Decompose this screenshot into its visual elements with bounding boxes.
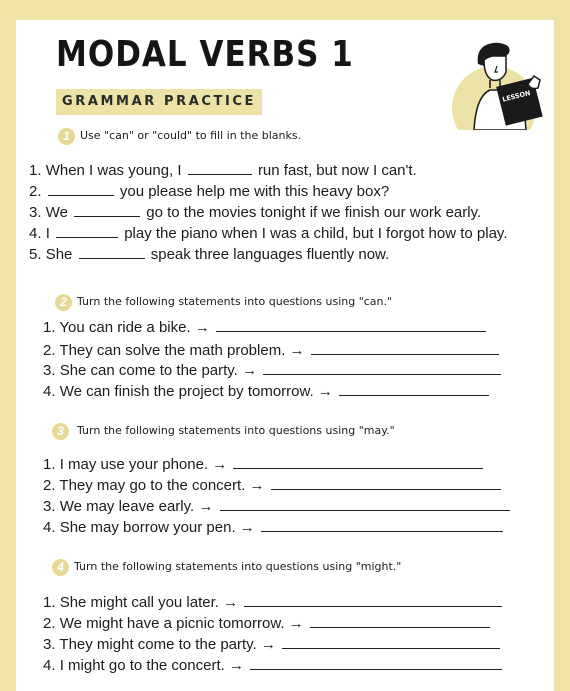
item-text-after: run fast, but now I can't. <box>257 162 417 179</box>
page-subtitle: GRAMMAR PRACTICE <box>61 94 257 109</box>
question-item <box>43 319 488 336</box>
item-number: 1. <box>43 594 56 611</box>
answer-blank[interactable] <box>188 173 252 175</box>
item-text: We might have a picnic tomorrow. → <box>59 615 304 632</box>
item-number: 2. <box>43 615 56 632</box>
answer-blank[interactable] <box>244 605 502 607</box>
question-item <box>43 456 485 473</box>
item-text: They can solve the math problem. → <box>59 342 305 359</box>
item-number: 2. <box>43 477 56 494</box>
item-number: 3. <box>43 636 56 653</box>
question-item <box>29 225 508 242</box>
answer-blank[interactable] <box>310 626 490 628</box>
item-number: 5. <box>29 246 42 263</box>
answer-blank[interactable] <box>250 668 502 670</box>
student-reading-illustration <box>446 30 546 130</box>
item-number: 1. <box>43 319 56 336</box>
item-number: 3. <box>43 362 56 379</box>
instruction-text: Use "can" or "could" to fill in the blanks. <box>80 129 302 142</box>
item-text: I may use your phone. → <box>59 456 228 473</box>
question-item <box>43 594 504 611</box>
item-number: 2. <box>43 342 56 359</box>
question-item <box>43 615 492 632</box>
item-text: You can ride a bike. → <box>59 319 210 336</box>
page-title: MODAL VERBS 1 <box>56 34 354 76</box>
item-text: They might come to the party. → <box>59 636 276 653</box>
answer-blank[interactable] <box>220 509 510 511</box>
answer-blank[interactable] <box>233 467 483 469</box>
item-number: 4. <box>43 383 56 400</box>
item-number: 4. <box>43 519 56 536</box>
item-text: We can finish the project by tomorrow. → <box>59 383 333 400</box>
item-text-before: When I was young, I <box>45 162 182 179</box>
book-label: LESSON <box>501 88 532 104</box>
question-item <box>43 477 503 494</box>
question-item <box>29 162 417 179</box>
question-item <box>43 657 504 674</box>
question-item <box>29 204 481 221</box>
item-number: 4. <box>29 225 42 242</box>
item-text: I might go to the concert. → <box>59 657 244 674</box>
item-text: We may leave early. → <box>59 498 214 515</box>
question-item <box>43 362 503 379</box>
answer-blank[interactable] <box>271 488 501 490</box>
section-number-badge: 3 <box>52 423 69 440</box>
item-number: 1. <box>43 456 56 473</box>
item-text-after: play the piano when I was a child, but I forgot how to play. <box>124 225 508 242</box>
answer-blank[interactable] <box>48 194 114 196</box>
answer-blank[interactable] <box>311 353 499 355</box>
question-item <box>29 183 389 200</box>
section-number-badge: 1 <box>58 128 75 145</box>
item-number: 3. <box>43 498 56 515</box>
item-text: She may borrow your pen. → <box>59 519 255 536</box>
item-number: 3. <box>29 204 42 221</box>
instruction-text: Turn the following statements into questions using "may." <box>77 424 395 437</box>
answer-blank[interactable] <box>74 215 140 217</box>
item-text-after: speak three languages fluently now. <box>150 246 390 263</box>
item-number: 2. <box>29 183 42 200</box>
answer-blank[interactable] <box>263 373 501 375</box>
item-text-before: I <box>45 225 50 242</box>
answer-blank[interactable] <box>282 647 500 649</box>
question-item <box>43 519 505 536</box>
answer-blank[interactable] <box>216 330 486 332</box>
question-item <box>43 342 501 359</box>
answer-blank[interactable] <box>56 236 118 238</box>
item-text-before: She <box>45 246 73 263</box>
question-item <box>43 383 491 400</box>
item-text-before: We <box>45 204 68 221</box>
question-item <box>29 246 389 263</box>
answer-blank[interactable] <box>339 394 489 396</box>
question-item <box>43 498 512 515</box>
worksheet-page <box>16 20 554 691</box>
answer-blank[interactable] <box>261 530 503 532</box>
subtitle-banner <box>56 89 262 115</box>
item-text-after: go to the movies tonight if we finish our work early. <box>146 204 482 221</box>
item-text: They may go to the concert. → <box>59 477 265 494</box>
section-number-badge: 2 <box>55 294 72 311</box>
instruction-text: Turn the following statements into questions using "can." <box>77 295 393 308</box>
section-number-badge: 4 <box>52 559 69 576</box>
instruction-text: Turn the following statements into questions using "might." <box>74 560 402 573</box>
item-text: She can come to the party. → <box>59 362 258 379</box>
item-text-after: you please help me with this heavy box? <box>119 183 390 200</box>
item-text: She might call you later. → <box>59 594 239 611</box>
item-number: 1. <box>29 162 42 179</box>
answer-blank[interactable] <box>79 257 145 259</box>
item-number: 4. <box>43 657 56 674</box>
question-item <box>43 636 502 653</box>
